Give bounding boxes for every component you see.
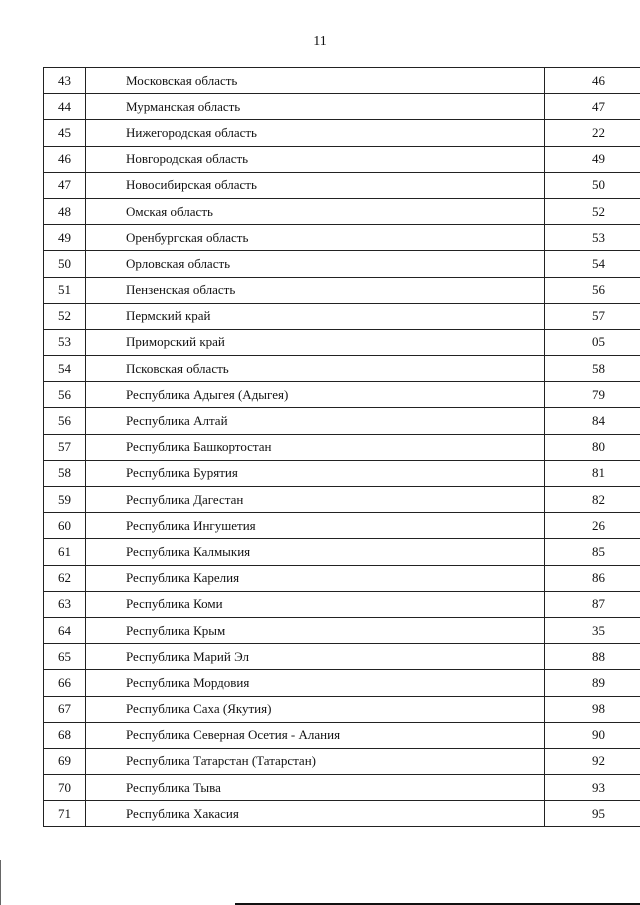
table-row (44, 172, 640, 198)
region-name-cell: Пермский край (86, 303, 545, 329)
region-name-cell: Республика Бурятия (86, 460, 545, 486)
region-name-cell: Республика Крым (86, 617, 545, 643)
row-number-cell: 68 (44, 722, 86, 748)
region-code-cell: 46 (545, 68, 640, 94)
region-name-cell: Республика Хакасия (86, 801, 545, 827)
table-row (44, 644, 640, 670)
region-code-cell: 98 (545, 696, 640, 722)
region-code-cell: 92 (545, 748, 640, 774)
region-name-cell: Московская область (86, 68, 545, 94)
region-code-cell: 95 (545, 801, 640, 827)
region-code-cell: 90 (545, 722, 640, 748)
region-name-cell: Приморский край (86, 329, 545, 355)
row-number-cell: 62 (44, 565, 86, 591)
region-name-cell: Мурманская область (86, 94, 545, 120)
row-number-cell: 70 (44, 775, 86, 801)
region-name-cell: Республика Дагестан (86, 487, 545, 513)
row-number-cell: 52 (44, 303, 86, 329)
table-row (44, 539, 640, 565)
row-number-cell: 54 (44, 356, 86, 382)
table-row (44, 513, 640, 539)
region-code-cell: 82 (545, 487, 640, 513)
region-name-cell: Нижегородская область (86, 120, 545, 146)
region-name-cell: Пензенская область (86, 277, 545, 303)
scan-edge-line (0, 860, 1, 905)
table-row (44, 68, 640, 94)
region-name-cell: Оренбургская область (86, 225, 545, 251)
region-code-cell: 50 (545, 172, 640, 198)
row-number-cell: 43 (44, 68, 86, 94)
region-name-cell: Республика Карелия (86, 565, 545, 591)
table-row (44, 146, 640, 172)
row-number-cell: 56 (44, 408, 86, 434)
region-name-cell: Республика Саха (Якутия) (86, 696, 545, 722)
region-code-cell: 57 (545, 303, 640, 329)
row-number-cell: 64 (44, 617, 86, 643)
region-code-cell: 26 (545, 513, 640, 539)
table-row (44, 801, 640, 827)
region-code-cell: 87 (545, 591, 640, 617)
row-number-cell: 53 (44, 329, 86, 355)
region-name-cell: Республика Башкортостан (86, 434, 545, 460)
region-code-cell: 58 (545, 356, 640, 382)
region-code-cell: 35 (545, 617, 640, 643)
region-code-cell: 22 (545, 120, 640, 146)
table-row (44, 94, 640, 120)
row-number-cell: 49 (44, 225, 86, 251)
row-number-cell: 44 (44, 94, 86, 120)
region-code-cell: 84 (545, 408, 640, 434)
region-code-cell: 85 (545, 539, 640, 565)
row-number-cell: 46 (44, 146, 86, 172)
table-row (44, 670, 640, 696)
region-name-cell: Новосибирская область (86, 172, 545, 198)
row-number-cell: 69 (44, 748, 86, 774)
region-code-cell: 89 (545, 670, 640, 696)
table-row (44, 251, 640, 277)
region-code-cell: 56 (545, 277, 640, 303)
region-code-cell: 52 (545, 198, 640, 224)
table-row (44, 487, 640, 513)
row-number-cell: 65 (44, 644, 86, 670)
region-name-cell: Омская область (86, 198, 545, 224)
region-code-cell: 53 (545, 225, 640, 251)
table-row (44, 434, 640, 460)
row-number-cell: 63 (44, 591, 86, 617)
region-code-cell: 05 (545, 329, 640, 355)
row-number-cell: 61 (44, 539, 86, 565)
table-row (44, 356, 640, 382)
region-name-cell: Республика Адыгея (Адыгея) (86, 382, 545, 408)
table-row (44, 617, 640, 643)
region-name-cell: Республика Калмыкия (86, 539, 545, 565)
row-number-cell: 48 (44, 198, 86, 224)
row-number-cell: 56 (44, 382, 86, 408)
row-number-cell: 71 (44, 801, 86, 827)
table-row (44, 460, 640, 486)
region-code-cell: 80 (545, 434, 640, 460)
table-row (44, 198, 640, 224)
regions-table (43, 67, 640, 827)
row-number-cell: 60 (44, 513, 86, 539)
region-code-cell: 49 (545, 146, 640, 172)
table-row (44, 277, 640, 303)
regions-table-body (44, 68, 640, 827)
row-number-cell: 67 (44, 696, 86, 722)
region-code-cell: 54 (545, 251, 640, 277)
region-code-cell: 93 (545, 775, 640, 801)
row-number-cell: 57 (44, 434, 86, 460)
row-number-cell: 47 (44, 172, 86, 198)
table-row (44, 696, 640, 722)
table-row (44, 303, 640, 329)
region-name-cell: Республика Марий Эл (86, 644, 545, 670)
region-name-cell: Республика Алтай (86, 408, 545, 434)
region-name-cell: Республика Ингушетия (86, 513, 545, 539)
region-name-cell: Новгородская область (86, 146, 545, 172)
region-name-cell: Республика Северная Осетия - Алания (86, 722, 545, 748)
table-row (44, 382, 640, 408)
table-row (44, 329, 640, 355)
table-row (44, 722, 640, 748)
table-row (44, 591, 640, 617)
row-number-cell: 66 (44, 670, 86, 696)
row-number-cell: 59 (44, 487, 86, 513)
region-name-cell: Республика Тыва (86, 775, 545, 801)
table-row (44, 408, 640, 434)
page-number: 11 (313, 34, 327, 49)
region-code-cell: 88 (545, 644, 640, 670)
table-row (44, 225, 640, 251)
region-code-cell: 79 (545, 382, 640, 408)
region-name-cell: Псковская область (86, 356, 545, 382)
region-name-cell: Орловская область (86, 251, 545, 277)
region-name-cell: Республика Татарстан (Татарстан) (86, 748, 545, 774)
table-row (44, 120, 640, 146)
region-code-cell: 81 (545, 460, 640, 486)
region-code-cell: 86 (545, 565, 640, 591)
row-number-cell: 51 (44, 277, 86, 303)
row-number-cell: 45 (44, 120, 86, 146)
region-code-cell: 47 (545, 94, 640, 120)
region-name-cell: Республика Коми (86, 591, 545, 617)
table-row (44, 775, 640, 801)
row-number-cell: 58 (44, 460, 86, 486)
table-row (44, 565, 640, 591)
region-name-cell: Республика Мордовия (86, 670, 545, 696)
table-row (44, 748, 640, 774)
row-number-cell: 50 (44, 251, 86, 277)
